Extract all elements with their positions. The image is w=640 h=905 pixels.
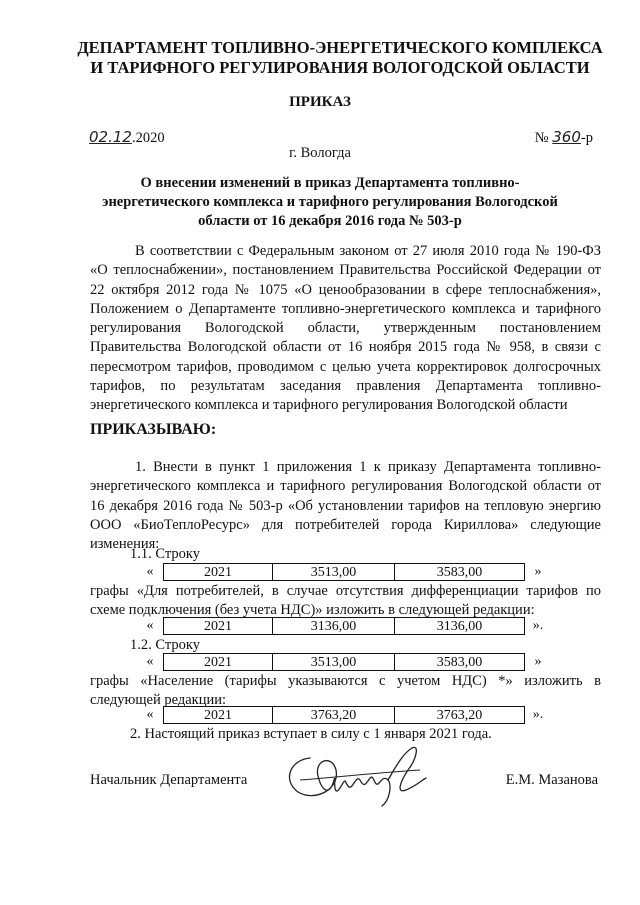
- sub-2-old-row: [137, 653, 551, 671]
- sub-1-new-row: [137, 617, 551, 635]
- cell-tariff-2: 3136,00: [395, 617, 525, 635]
- item-1-text: 1. Внести в пункт 1 приложения 1 к приказу Департамента топливно-энергетического комплекса и тарифного регулирования Вологодской области от 16 декабря 2016 года № 503-р «Об установлении тарифов на тепловую энергию ООО «БиоТеплоРесурс» для потребителей города Кириллова» следующие изменения:: [90, 459, 601, 553]
- department-name-line2: И ТАРИФНОГО РЕГУЛИРОВАНИЯ ВОЛОГОДСКОЙ ОБЛАСТИ: [90, 58, 590, 77]
- sub-2-text: [90, 672, 601, 711]
- cell-year: 2021: [163, 617, 273, 635]
- sub-2-label: 1.2. Строку: [130, 637, 200, 653]
- item-2-text: 2. Настоящий приказ вступает в силу с 1 января 2021 года.: [130, 726, 492, 742]
- subject-line: О внесении изменений в приказ Департамента топливно-: [140, 175, 520, 191]
- cell-tariff-1: 3513,00: [273, 653, 395, 671]
- order-title: ПРИКАЗ: [289, 94, 351, 110]
- handwritten-date: 02.12: [89, 128, 132, 146]
- subject-line: энергетического комплекса и тарифного регулирования Вологодской: [102, 194, 558, 210]
- quote-close: »: [534, 654, 542, 669]
- sub-1-label: 1.1. Строку: [130, 546, 200, 562]
- sub-1-description: графы «Для потребителей, в случае отсутствия дифференциации тарифов по схеме подключения (без учета НДС)» изложить в следующей редакции:: [90, 583, 601, 619]
- cell-year: 2021: [163, 563, 273, 581]
- date-year: .2020: [131, 130, 165, 146]
- sub-2-description: графы «Население (тарифы указываются с учетом НДС) *» изложить в следующей редакции:: [90, 673, 601, 709]
- cell-year: 2021: [163, 653, 273, 671]
- city: г. Вологда: [289, 145, 351, 161]
- subject-line: области от 16 декабря 2016 года № 503-р: [198, 213, 462, 229]
- item-1-paragraph: [90, 458, 601, 554]
- signatory-position: Начальник Департамента: [90, 772, 248, 788]
- order-subject: [90, 174, 570, 231]
- handwritten-number: 360: [552, 128, 581, 146]
- quote-close: »: [534, 564, 542, 579]
- cell-tariff-2: 3583,00: [395, 563, 525, 581]
- order-word: ПРИКАЗЫВАЮ:: [90, 421, 217, 438]
- sub-2-new-row: [137, 706, 551, 724]
- cell-year: 2021: [163, 706, 273, 724]
- cell-tariff-1: 3136,00: [273, 617, 395, 635]
- quote-close-dot: ».: [532, 618, 544, 633]
- cell-tariff-1: 3513,00: [273, 563, 395, 581]
- number-suffix: -р: [580, 130, 593, 146]
- sub-1-text: [90, 582, 601, 621]
- cell-tariff-2: 3583,00: [395, 653, 525, 671]
- quote-open: «: [146, 618, 154, 633]
- signatory-name: Е.М. Мазанова: [505, 772, 598, 788]
- number-sign: №: [534, 130, 549, 146]
- quote-close-dot: ».: [532, 707, 544, 722]
- preamble-paragraph: [90, 242, 601, 416]
- department-name-line1: ДЕПАРТАМЕНТ ТОПЛИВНО-ЭНЕРГЕТИЧЕСКОГО КОМПЛЕКСА: [77, 38, 603, 57]
- sub-1-old-row: [137, 563, 551, 581]
- preamble-text: В соответствии с Федеральным законом от 27 июля 2010 года № 190-ФЗ «О теплоснабжении», постановлением Правительства Российской Федерации от 22 октября 2012 года № 1075 «О ценообразовании в сфере теплоснабжения», Положением о Департаменте топливно-энергетического комплекса и тарифного регулирования Вологодской области, утвержденным постановлением Правительства Вологодской области от 16 ноября 2015 года № 958, в связи с пересмотром тарифов, проводимом с целью учета корректировок долгосрочных тарифов, по результатам заседания правления Департамента топливно-энергетического комплекса и тарифного регулирования Вологодской области: [90, 243, 601, 414]
- quote-open: «: [146, 654, 154, 669]
- cell-tariff-2: 3763,20: [395, 706, 525, 724]
- cell-tariff-1: 3763,20: [273, 706, 395, 724]
- quote-open: «: [146, 707, 154, 722]
- quote-open: «: [146, 564, 154, 579]
- handwritten-signature: [270, 740, 440, 810]
